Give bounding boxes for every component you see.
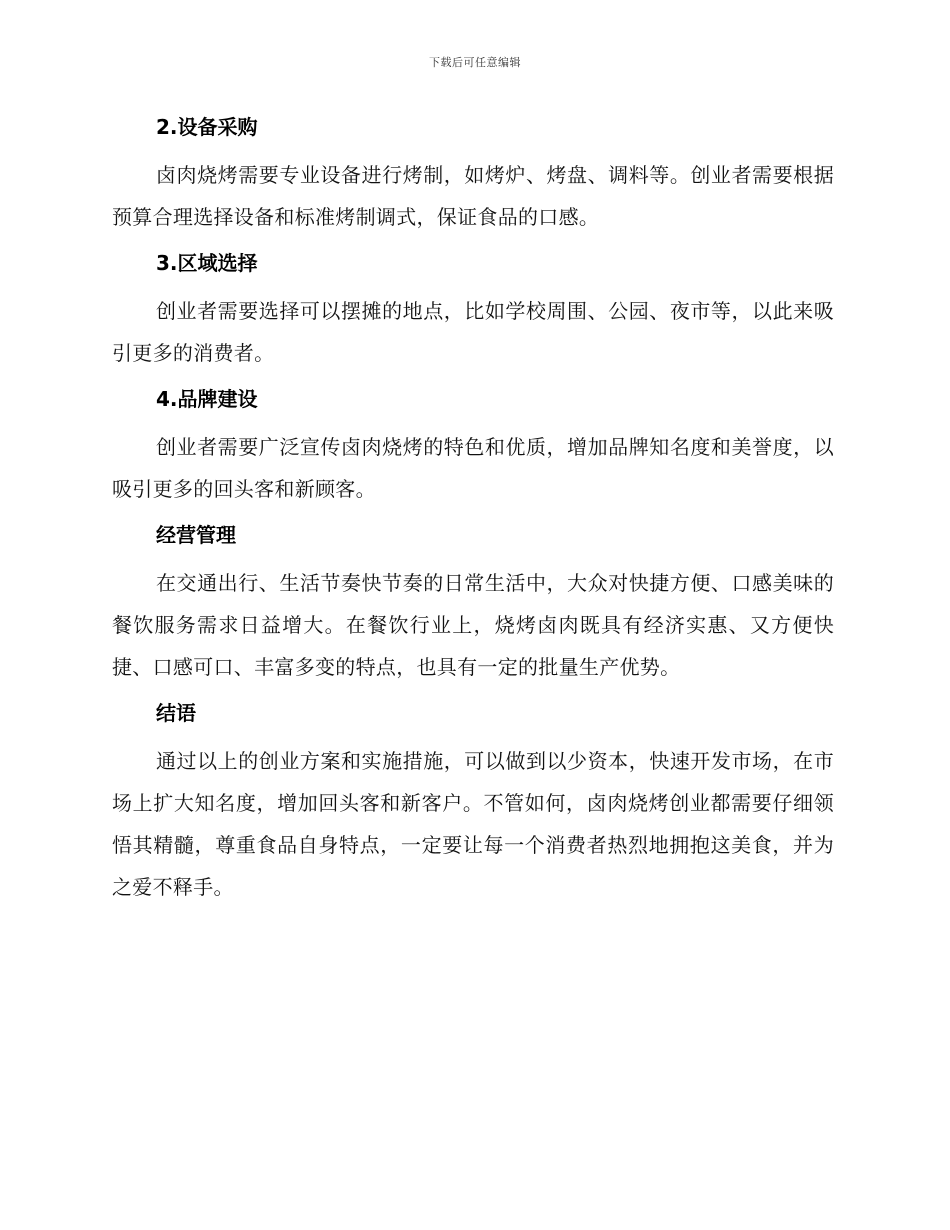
section-equipment (112, 110, 834, 238)
section-conclusion (112, 696, 834, 908)
section-paragraph: 卤肉烧烤需要专业设备进行烤制，如烤炉、烤盘、调料等。创业者需要根据预算合理选择设备和标准烤制调式，保证食品的口感。 (112, 163, 834, 229)
section-heading: 经营管理 (156, 523, 236, 547)
section-paragraph: 通过以上的创业方案和实施措施，可以做到以少资本，快速开发市场，在市场上扩大知名度，增加回头客和新客户。不管如何，卤肉烧烤创业都需要仔细领悟其精髓，尊重食品自身特点，一定要让每一个消费者热烈地拥抱这美食，并为之爱不释手。 (112, 749, 834, 899)
section-heading: 3.区域选择 (156, 251, 258, 275)
header-note: 下载后可任意编辑 (429, 56, 521, 69)
section-paragraph: 在交通出行、生活节奏快节奏的日常生活中，大众对快捷方便、口感美味的餐饮服务需求日益增大。在餐饮行业上，烧烤卤肉既具有经济实惠、又方便快捷、口感可口、丰富多变的特点，也具有一定的批量生产优势。 (112, 571, 834, 679)
section-heading: 2.设备采购 (156, 115, 258, 139)
section-paragraph: 创业者需要广泛宣传卤肉烧烤的特色和优质，增加品牌知名度和美誉度，以吸引更多的回头客和新顾客。 (112, 435, 834, 501)
section-heading: 4.品牌建设 (156, 387, 258, 411)
section-paragraph: 创业者需要选择可以摆摊的地点，比如学校周围、公园、夜市等，以此来吸引更多的消费者。 (112, 299, 834, 365)
section-branding (112, 382, 834, 510)
document-body (112, 110, 834, 916)
section-location (112, 246, 834, 374)
section-heading: 结语 (156, 701, 196, 725)
section-management (112, 518, 834, 688)
